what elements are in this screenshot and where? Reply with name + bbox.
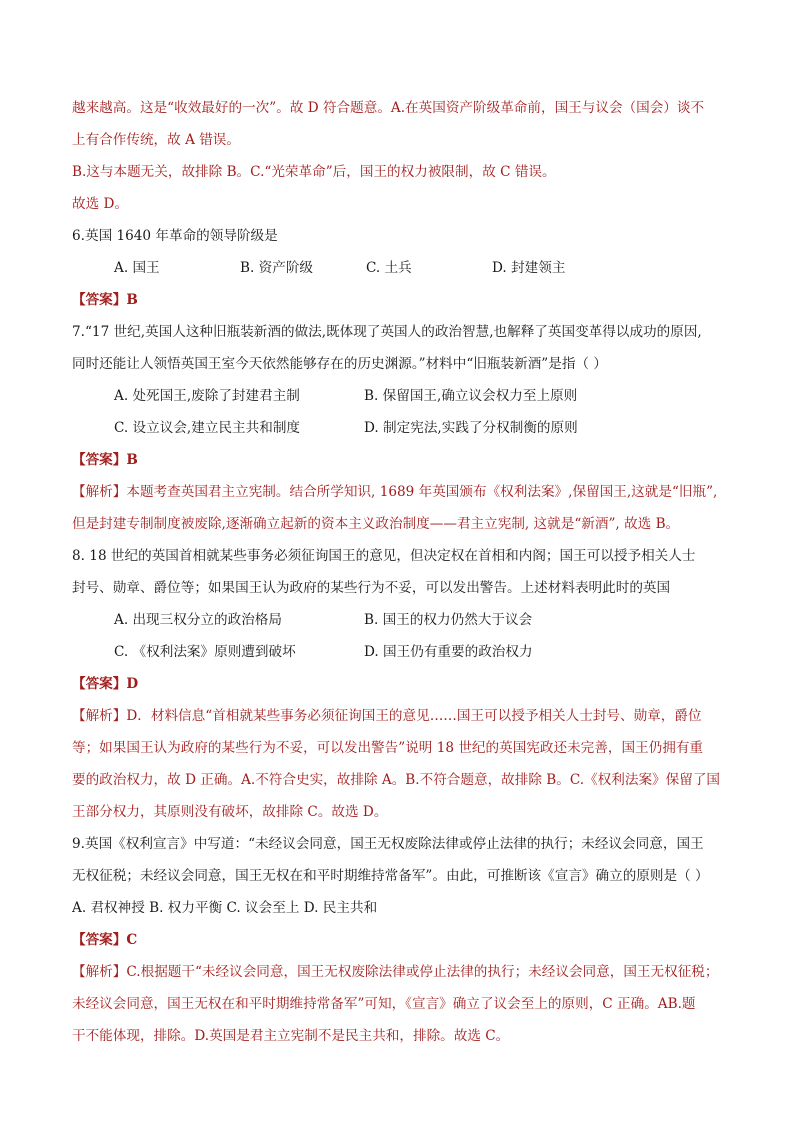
options-row xyxy=(72,252,732,284)
analysis-line: 【解析】C.根据题干“未经议会同意，国王无权废除法律或停止法律的执行；未经议会同意，国王无权征税； xyxy=(72,964,719,980)
analysis-line: 王部分权力，其原则没有破坏，故排除 C。故选 D。 xyxy=(72,804,388,820)
options-row xyxy=(72,380,732,412)
option-d: D. 制定宪法,实践了分权制衡的原则 xyxy=(364,420,578,436)
question-stem: 同时还能让人领悟英国王室今天依然能够存在的历史渊源。”材料中“旧瓶装新酒”是指（ ） xyxy=(72,356,607,372)
question-9 xyxy=(72,828,732,1052)
question-8 xyxy=(72,540,732,828)
answer-label: 【答案】D xyxy=(72,676,139,692)
analysis-line: 【解析】D．材料信息“首相就某些事务必须征询国王的意见……国王可以授予相关人士封号、勋章，爵位 xyxy=(72,708,702,724)
option-a: A. 处死国王,废除了封建君主制 xyxy=(114,388,300,404)
question-stem: 6.英国 1640 年革命的领导阶级是 xyxy=(72,228,278,244)
options-row xyxy=(72,412,732,444)
question-7 xyxy=(72,316,732,540)
options-row xyxy=(72,604,732,636)
option-b: B. 资产阶级 xyxy=(240,260,314,276)
option-d: D. 国王仍有重要的政治权力 xyxy=(364,644,533,660)
option-c: C. 《权利法案》原则遭到破坏 xyxy=(114,644,296,660)
option-d: D. 封建领主 xyxy=(492,260,566,276)
analysis-line: 干不能体现，排除。D.英国是君主立宪制不是民主共和，排除。故选 C。 xyxy=(72,1028,510,1044)
question-stem: 封号、勋章、爵位等；如果国王认为政府的某些行为不妥，可以发出警告。上述材料表明此时的英国 xyxy=(72,580,671,596)
question-stem: 9.英国《权利宣言》中写道：“未经议会同意，国王无权废除法律或停止法律的执行；未经议会同意，国王 xyxy=(72,836,704,852)
answer-label: 【答案】B xyxy=(72,292,138,308)
option-b: B. 保留国王,确立议会权力至上原则 xyxy=(364,388,578,404)
answer-label: 【答案】C xyxy=(72,932,138,948)
analysis-line: 未经议会同意，国王无权在和平时期维持常备军”可知，《宣言》确立了议会至上的原则，C 正确。AB.题 xyxy=(72,996,696,1012)
prev-analysis xyxy=(72,92,732,220)
document-page xyxy=(72,92,732,1052)
option-b: B. 国王的权力仍然大于议会 xyxy=(364,612,533,628)
options-row: A. 君权神授 B. 权力平衡 C. 议会至上 D. 民主共和 xyxy=(72,900,378,916)
analysis-line: 【解析】本题考查英国君主立宪制。结合所学知识, 1689 年英国颁布《权利法案》,保留国王,这就是“旧瓶”, xyxy=(72,484,718,500)
options-row xyxy=(72,636,732,668)
answer-label: 【答案】B xyxy=(72,452,138,468)
option-a: A. 出现三权分立的政治格局 xyxy=(114,612,282,628)
option-c: C. 设立议会,建立民主共和制度 xyxy=(114,420,301,436)
analysis-line: B.这与本题无关，故排除 B。C.“光荣革命”后，国王的权力被限制，故 C 错误。 xyxy=(72,164,556,180)
analysis-line: 故选 D。 xyxy=(72,196,129,212)
analysis-line: 越来越高。这是“收效最好的一次”。故 D 符合题意。A.在英国资产阶级革命前，国王与议会（国会）谈不 xyxy=(72,100,705,116)
analysis-line: 上有合作传统，故 A 错误。 xyxy=(72,132,240,148)
analysis-line: 要的政治权力，故 D 正确。A.不符合史实，故排除 A。B.不符合题意，故排除 B。C.《权利法案》保留了国 xyxy=(72,772,721,788)
question-stem: 8. 18 世纪的英国首相就某些事务必须征询国王的意见，但决定权在首相和内阁；国王可以授予相关人士 xyxy=(72,548,696,564)
option-a: A. 国王 xyxy=(114,260,160,276)
question-stem: 7.“17 世纪,英国人这种旧瓶装新酒的做法,既体现了英国人的政治智慧,也解释了英国变革得以成功的原因, xyxy=(72,324,702,340)
option-c: C. 土兵 xyxy=(366,260,412,276)
analysis-line: 等；如果国王认为政府的某些行为不妥，可以发出警告”说明 18 世纪的英国宪政还未完善，国王仍拥有重 xyxy=(72,740,704,756)
analysis-line: 但是封建专制制度被废除,逐渐确立起新的资本主义政治制度——君主立宪制, 这就是“新酒”, 故选 B。 xyxy=(72,516,680,532)
question-stem: 无权征税；未经议会同意，国王无权在和平时期维持常备军”。由此，可推断该《宣言》确立的原则是（ ） xyxy=(72,868,709,884)
question-6 xyxy=(72,220,732,316)
